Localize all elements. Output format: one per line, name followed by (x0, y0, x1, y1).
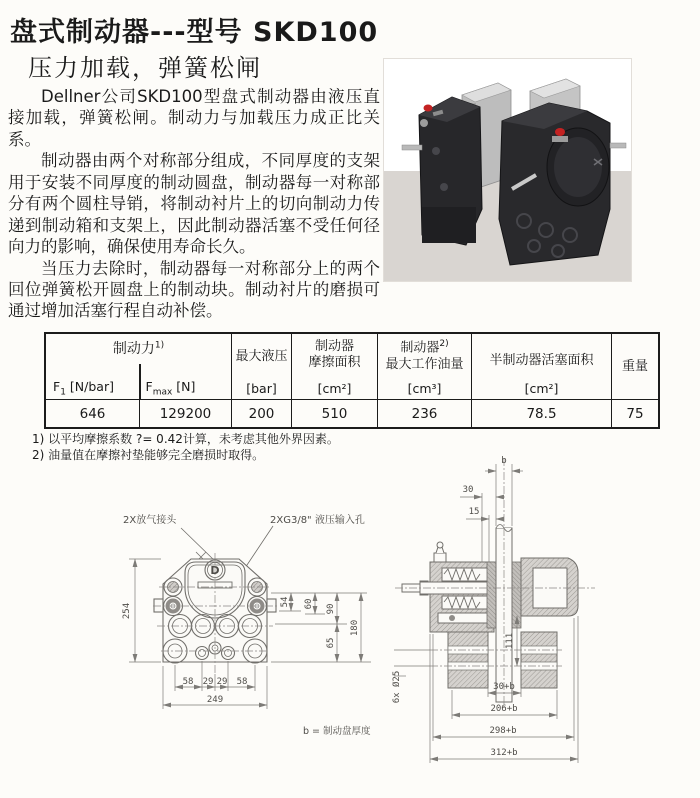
section-view-drawing (390, 450, 700, 798)
paragraph: 当压力去除时，制动器每一对称部分上的两个回位弹簧松开圆盘上的制动块。制动衬片的磨损可通过增加活塞行程自动补偿。 (8, 258, 380, 321)
red-cap (555, 128, 565, 136)
value-f1: 646 (46, 400, 140, 427)
page-title: 盘式制动器---型号 SKD100 (10, 17, 379, 48)
brake-pad-left (487, 562, 496, 628)
dim-312b: 312+b (490, 748, 518, 758)
brake-pad-right (512, 562, 521, 628)
dim-54: 54 (280, 596, 290, 608)
caliper-block-lower (448, 632, 488, 688)
value-max-pressure: 200 (232, 400, 292, 427)
spec-table (44, 332, 660, 429)
paragraph: Dellner公司SKD100型盘式制动器由液压直接加载，弹簧松闸。制动力与加载压力成正比关系。 (8, 87, 380, 149)
dim-30b: 30+b (493, 682, 515, 692)
header-fmax: $F_{max}$ [N] (145, 378, 196, 397)
dim-29b: 29 (216, 677, 228, 687)
paragraph: 制动器由两个对称部分组成，不同厚度的支架用于安装不同厚度的制动圆盘，制动器每一对称部分有两个圆柱导销，将制动衬片上的切向制动力传递到制动箱和支架上，因此制动器活塞不受任何径向力的影响，确保使用寿命长久。 (8, 151, 380, 257)
dim-58a: 58 (182, 677, 194, 687)
header-max-pressure: 最大液压 [bar] (232, 334, 292, 400)
dim-111: 111 (505, 632, 515, 650)
header-oil-volume: 制动器$^{2)}$ 最大工作油量 [cm³] (378, 334, 472, 400)
dim-29a: 29 (202, 677, 214, 687)
footnote-1: 1) 以平均摩擦系数 ?= 0.42计算，未考虑其他外界因素。 (32, 432, 339, 446)
support-block-lower (521, 632, 557, 688)
dim-298b: 298+b (489, 726, 517, 736)
header-piston-area: 半制动器活塞面积 [cm²] (472, 334, 612, 400)
dim-30: 30 (462, 485, 474, 495)
dim-254: 254 (122, 602, 132, 620)
value-piston-area: 78.5 (472, 400, 612, 427)
disc-thickness-note: b = 制动盘厚度 (303, 726, 371, 737)
value-oil-volume: 236 (378, 400, 472, 427)
hydraulic-label: 2XG3/8" 液压输入孔 (270, 515, 365, 526)
dim-15: 15 (468, 507, 480, 517)
footnote-2: 2) 油量值在摩擦衬垫能够完全磨损时取得。 (32, 447, 265, 462)
dim-60: 60 (304, 598, 314, 610)
bleed-label: 2X放气接头 (123, 515, 177, 526)
value-weight: 75 (626, 405, 644, 422)
dim-180: 180 (350, 619, 360, 637)
header-weight: 重量 (612, 334, 658, 400)
holes-label: 6x Ø25 (392, 670, 402, 704)
dim-65: 65 (326, 637, 336, 649)
dim-206b: 206+b (490, 704, 518, 714)
logo-letter: D (210, 564, 220, 577)
dim-b: b (501, 456, 507, 466)
header-brake-force: 制动力$^{1)}$ $F_1$ [N/bar] $F_{max}$ [N] (46, 334, 232, 400)
header-f1: $F_1$ [N/bar] (53, 378, 114, 397)
page-subtitle: 压力加载，弹簧松闸 (28, 54, 262, 82)
dim-58b: 58 (236, 677, 248, 687)
value-fmax: 129200 (140, 400, 232, 427)
dim-249: 249 (206, 695, 224, 705)
header-friction-area: 制动器 摩擦面积 [cm²] (292, 334, 378, 400)
dim-90: 90 (326, 603, 336, 615)
value-friction-area: 510 (292, 400, 378, 427)
red-cap (424, 105, 433, 112)
intro-text (8, 86, 380, 322)
product-photo (383, 58, 632, 282)
front-view-drawing (65, 458, 405, 760)
